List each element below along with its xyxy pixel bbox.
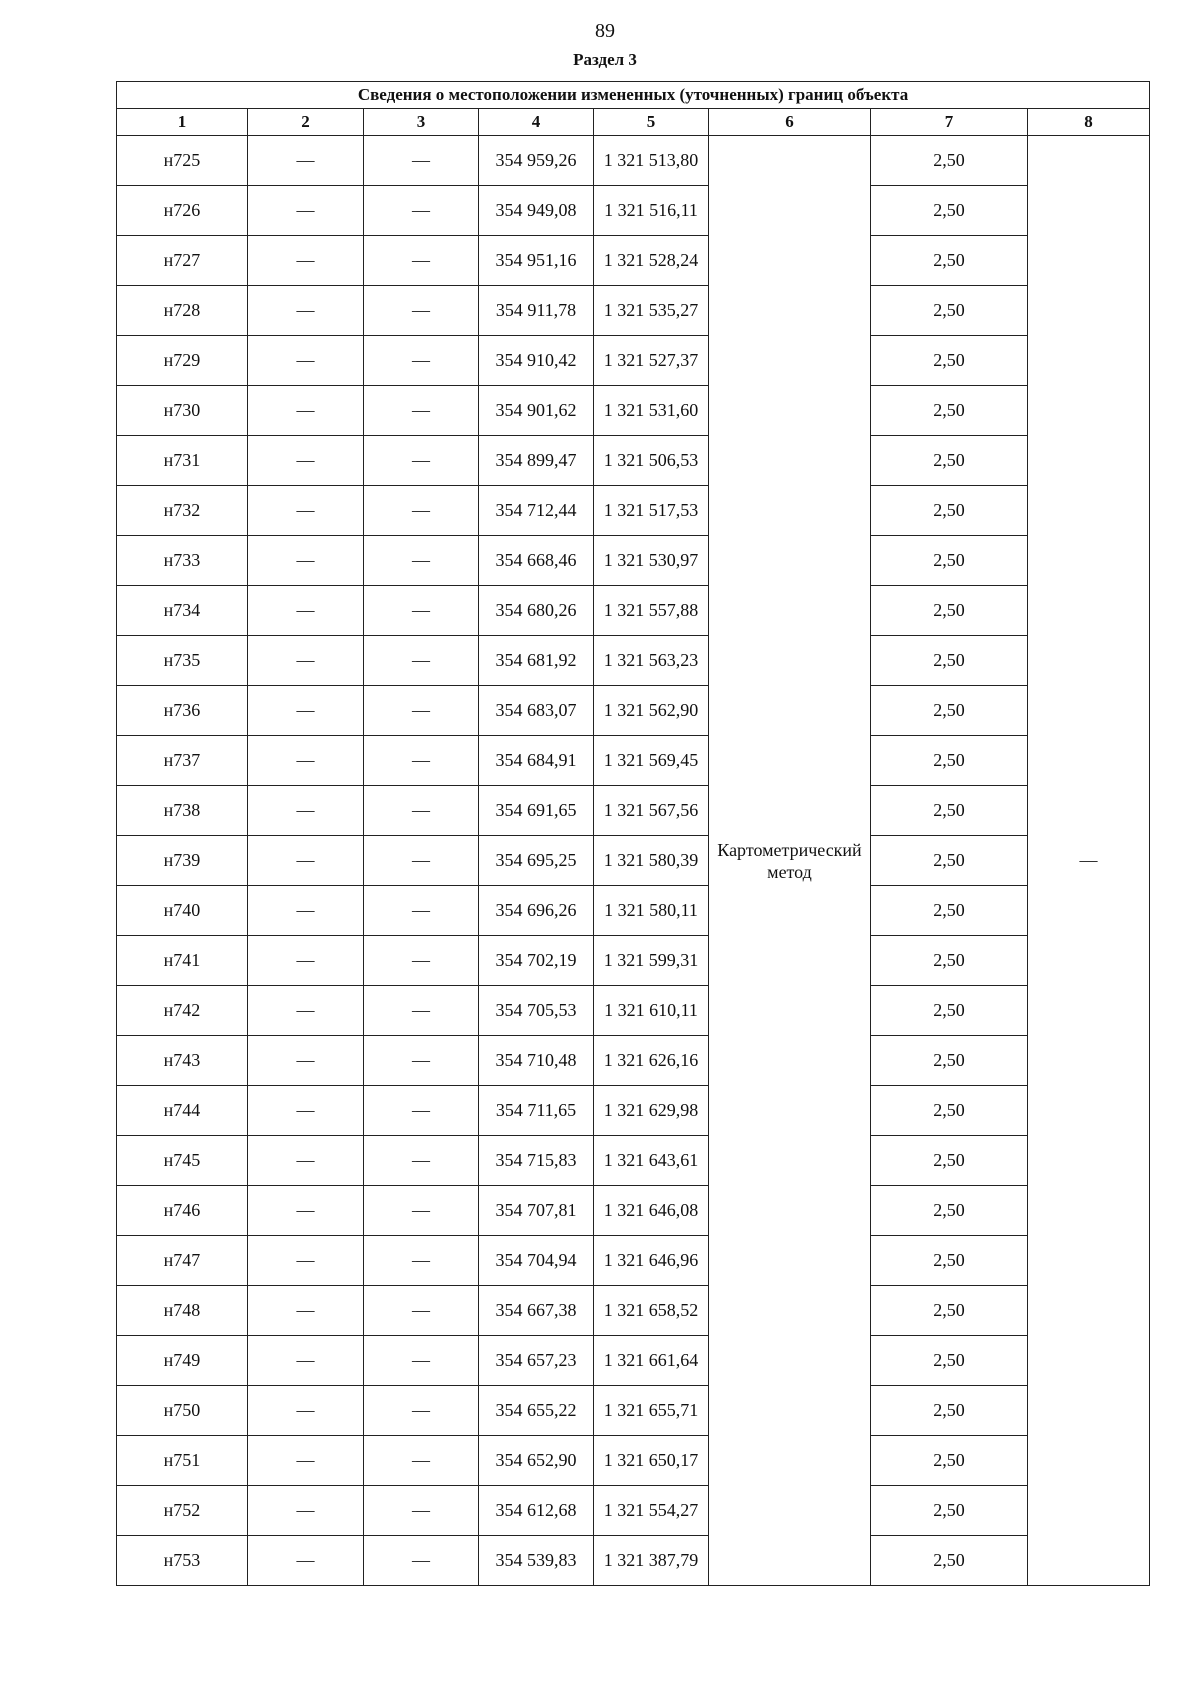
- accuracy-cell: 2,50: [871, 636, 1028, 686]
- point-name-cell: н726: [117, 186, 248, 236]
- accuracy-cell: 2,50: [871, 336, 1028, 386]
- accuracy-cell: 2,50: [871, 536, 1028, 586]
- x-coordinate-cell: 354 657,23: [479, 1336, 594, 1386]
- column-3-cell: —: [364, 1286, 479, 1336]
- y-coordinate-cell: 1 321 658,52: [594, 1286, 709, 1336]
- table-row: [117, 836, 1150, 886]
- accuracy-cell: 2,50: [871, 186, 1028, 236]
- point-name-cell: н747: [117, 1236, 248, 1286]
- point-name-cell: н732: [117, 486, 248, 536]
- x-coordinate-cell: 354 681,92: [479, 636, 594, 686]
- point-name-cell: н752: [117, 1486, 248, 1536]
- accuracy-cell: 2,50: [871, 1286, 1028, 1336]
- accuracy-cell: 2,50: [871, 936, 1028, 986]
- accuracy-cell: 2,50: [871, 1036, 1028, 1086]
- point-name-cell: н735: [117, 636, 248, 686]
- column-3-cell: —: [364, 136, 479, 186]
- column-3-cell: —: [364, 636, 479, 686]
- accuracy-cell: 2,50: [871, 786, 1028, 836]
- y-coordinate-cell: 1 321 530,97: [594, 536, 709, 586]
- column-3-cell: —: [364, 1236, 479, 1286]
- column-2-cell: —: [248, 386, 364, 436]
- accuracy-cell: 2,50: [871, 386, 1028, 436]
- x-coordinate-cell: 354 710,48: [479, 1036, 594, 1086]
- x-coordinate-cell: 354 704,94: [479, 1236, 594, 1286]
- y-coordinate-cell: 1 321 650,17: [594, 1436, 709, 1486]
- column-2-cell: —: [248, 1086, 364, 1136]
- y-coordinate-cell: 1 321 626,16: [594, 1036, 709, 1086]
- point-name-cell: н741: [117, 936, 248, 986]
- table-row: [117, 1036, 1150, 1086]
- column-3-cell: —: [364, 436, 479, 486]
- table-row: [117, 1536, 1150, 1586]
- column-number-header: 5: [594, 109, 709, 136]
- table-row: [117, 286, 1150, 336]
- point-name-cell: н738: [117, 786, 248, 836]
- y-coordinate-cell: 1 321 646,96: [594, 1236, 709, 1286]
- column-3-cell: —: [364, 1436, 479, 1486]
- column-number-header: 7: [871, 109, 1028, 136]
- x-coordinate-cell: 354 711,65: [479, 1086, 594, 1136]
- column-2-cell: —: [248, 136, 364, 186]
- point-name-cell: н750: [117, 1386, 248, 1436]
- column-number-header: 3: [364, 109, 479, 136]
- column-2-cell: —: [248, 486, 364, 536]
- column-2-cell: —: [248, 786, 364, 836]
- x-coordinate-cell: 354 899,47: [479, 436, 594, 486]
- point-name-cell: н729: [117, 336, 248, 386]
- x-coordinate-cell: 354 683,07: [479, 686, 594, 736]
- accuracy-cell: 2,50: [871, 836, 1028, 886]
- point-name-cell: н733: [117, 536, 248, 586]
- table-row: [117, 886, 1150, 936]
- x-coordinate-cell: 354 901,62: [479, 386, 594, 436]
- table-row: [117, 736, 1150, 786]
- table-row: [117, 986, 1150, 1036]
- accuracy-cell: 2,50: [871, 1386, 1028, 1436]
- point-name-cell: н736: [117, 686, 248, 736]
- accuracy-cell: 2,50: [871, 286, 1028, 336]
- y-coordinate-cell: 1 321 567,56: [594, 786, 709, 836]
- point-name-cell: н730: [117, 386, 248, 436]
- y-coordinate-cell: 1 321 580,39: [594, 836, 709, 886]
- point-name-cell: н740: [117, 886, 248, 936]
- point-name-cell: н728: [117, 286, 248, 336]
- column-number-header: 8: [1028, 109, 1150, 136]
- table-row: [117, 1236, 1150, 1286]
- column-8-cell: —: [1028, 136, 1150, 1586]
- column-3-cell: —: [364, 486, 479, 536]
- y-coordinate-cell: 1 321 554,27: [594, 1486, 709, 1536]
- point-name-cell: н739: [117, 836, 248, 886]
- column-3-cell: —: [364, 1336, 479, 1386]
- column-number-header: 4: [479, 109, 594, 136]
- column-2-cell: —: [248, 236, 364, 286]
- x-coordinate-cell: 354 655,22: [479, 1386, 594, 1436]
- accuracy-cell: 2,50: [871, 736, 1028, 786]
- y-coordinate-cell: 1 321 535,27: [594, 286, 709, 336]
- boundary-coordinates-table: [116, 81, 1150, 1586]
- x-coordinate-cell: 354 652,90: [479, 1436, 594, 1486]
- column-2-cell: —: [248, 1286, 364, 1336]
- column-2-cell: —: [248, 836, 364, 886]
- table-row: [117, 1436, 1150, 1486]
- method-cell: Картометрический метод: [709, 136, 871, 1586]
- column-2-cell: —: [248, 1186, 364, 1236]
- column-2-cell: —: [248, 986, 364, 1036]
- column-3-cell: —: [364, 336, 479, 386]
- y-coordinate-cell: 1 321 557,88: [594, 586, 709, 636]
- y-coordinate-cell: 1 321 610,11: [594, 986, 709, 1036]
- accuracy-cell: 2,50: [871, 1236, 1028, 1286]
- table-caption: Сведения о местоположении измененных (уточненных) границ объекта: [117, 82, 1150, 109]
- column-3-cell: —: [364, 686, 479, 736]
- accuracy-cell: 2,50: [871, 986, 1028, 1036]
- column-3-cell: —: [364, 786, 479, 836]
- accuracy-cell: 2,50: [871, 1436, 1028, 1486]
- x-coordinate-cell: 354 715,83: [479, 1136, 594, 1186]
- table-row: [117, 336, 1150, 386]
- y-coordinate-cell: 1 321 599,31: [594, 936, 709, 986]
- x-coordinate-cell: 354 696,26: [479, 886, 594, 936]
- accuracy-cell: 2,50: [871, 136, 1028, 186]
- column-2-cell: —: [248, 436, 364, 486]
- section-title: Раздел 3: [573, 50, 637, 69]
- column-2-cell: —: [248, 336, 364, 386]
- point-name-cell: н746: [117, 1186, 248, 1236]
- y-coordinate-cell: 1 321 387,79: [594, 1536, 709, 1586]
- x-coordinate-cell: 354 705,53: [479, 986, 594, 1036]
- column-3-cell: —: [364, 186, 479, 236]
- column-2-cell: —: [248, 1386, 364, 1436]
- column-2-cell: —: [248, 1036, 364, 1086]
- accuracy-cell: 2,50: [871, 1086, 1028, 1136]
- y-coordinate-cell: 1 321 528,24: [594, 236, 709, 286]
- accuracy-cell: 2,50: [871, 486, 1028, 536]
- table-row: [117, 1286, 1150, 1336]
- table-row: [117, 236, 1150, 286]
- y-coordinate-cell: 1 321 646,08: [594, 1186, 709, 1236]
- table-row: [117, 936, 1150, 986]
- x-coordinate-cell: 354 951,16: [479, 236, 594, 286]
- column-2-cell: —: [248, 1236, 364, 1286]
- point-name-cell: н731: [117, 436, 248, 486]
- column-3-cell: —: [364, 536, 479, 586]
- column-2-cell: —: [248, 1536, 364, 1586]
- accuracy-cell: 2,50: [871, 686, 1028, 736]
- x-coordinate-cell: 354 911,78: [479, 286, 594, 336]
- y-coordinate-cell: 1 321 527,37: [594, 336, 709, 386]
- point-name-cell: н742: [117, 986, 248, 1036]
- accuracy-cell: 2,50: [871, 1136, 1028, 1186]
- column-2-cell: —: [248, 1336, 364, 1386]
- x-coordinate-cell: 354 712,44: [479, 486, 594, 536]
- point-name-cell: н737: [117, 736, 248, 786]
- x-coordinate-cell: 354 667,38: [479, 1286, 594, 1336]
- y-coordinate-cell: 1 321 563,23: [594, 636, 709, 686]
- column-3-cell: —: [364, 1386, 479, 1436]
- point-name-cell: н734: [117, 586, 248, 636]
- column-3-cell: —: [364, 836, 479, 886]
- point-name-cell: н751: [117, 1436, 248, 1486]
- x-coordinate-cell: 354 910,42: [479, 336, 594, 386]
- x-coordinate-cell: 354 949,08: [479, 186, 594, 236]
- column-2-cell: —: [248, 936, 364, 986]
- x-coordinate-cell: 354 695,25: [479, 836, 594, 886]
- column-3-cell: —: [364, 986, 479, 1036]
- accuracy-cell: 2,50: [871, 1186, 1028, 1236]
- x-coordinate-cell: 354 680,26: [479, 586, 594, 636]
- x-coordinate-cell: 354 668,46: [479, 536, 594, 586]
- page-number: 89: [595, 20, 615, 42]
- column-3-cell: —: [364, 286, 479, 336]
- x-coordinate-cell: 354 702,19: [479, 936, 594, 986]
- column-2-cell: —: [248, 1486, 364, 1536]
- column-3-cell: —: [364, 236, 479, 286]
- table-row: [117, 686, 1150, 736]
- column-2-cell: —: [248, 1436, 364, 1486]
- table-row: [117, 1186, 1150, 1236]
- table-row: [117, 1086, 1150, 1136]
- column-3-cell: —: [364, 1536, 479, 1586]
- x-coordinate-cell: 354 684,91: [479, 736, 594, 786]
- accuracy-cell: 2,50: [871, 886, 1028, 936]
- accuracy-cell: 2,50: [871, 436, 1028, 486]
- column-3-cell: —: [364, 586, 479, 636]
- table-row: [117, 486, 1150, 536]
- column-2-cell: —: [248, 686, 364, 736]
- table-row: [117, 386, 1150, 436]
- point-name-cell: н743: [117, 1036, 248, 1086]
- column-2-cell: —: [248, 186, 364, 236]
- column-3-cell: —: [364, 736, 479, 786]
- accuracy-cell: 2,50: [871, 1536, 1028, 1586]
- y-coordinate-cell: 1 321 580,11: [594, 886, 709, 936]
- column-number-header: 1: [117, 109, 248, 136]
- column-3-cell: —: [364, 1086, 479, 1136]
- point-name-cell: н725: [117, 136, 248, 186]
- column-3-cell: —: [364, 1136, 479, 1186]
- column-number-header: 2: [248, 109, 364, 136]
- table-row: [117, 586, 1150, 636]
- point-name-cell: н749: [117, 1336, 248, 1386]
- y-coordinate-cell: 1 321 643,61: [594, 1136, 709, 1186]
- table-row: [117, 636, 1150, 686]
- y-coordinate-cell: 1 321 562,90: [594, 686, 709, 736]
- column-3-cell: —: [364, 1186, 479, 1236]
- table-row: [117, 136, 1150, 186]
- table-row: [117, 786, 1150, 836]
- column-3-cell: —: [364, 1036, 479, 1086]
- column-3-cell: —: [364, 886, 479, 936]
- y-coordinate-cell: 1 321 531,60: [594, 386, 709, 436]
- point-name-cell: н744: [117, 1086, 248, 1136]
- point-name-cell: н745: [117, 1136, 248, 1186]
- y-coordinate-cell: 1 321 661,64: [594, 1336, 709, 1386]
- column-3-cell: —: [364, 936, 479, 986]
- y-coordinate-cell: 1 321 513,80: [594, 136, 709, 186]
- column-2-cell: —: [248, 536, 364, 586]
- table-row: [117, 1336, 1150, 1386]
- y-coordinate-cell: 1 321 516,11: [594, 186, 709, 236]
- accuracy-cell: 2,50: [871, 1336, 1028, 1386]
- y-coordinate-cell: 1 321 569,45: [594, 736, 709, 786]
- point-name-cell: н727: [117, 236, 248, 286]
- accuracy-cell: 2,50: [871, 236, 1028, 286]
- table-row: [117, 1136, 1150, 1186]
- column-2-cell: —: [248, 586, 364, 636]
- table-row: [117, 436, 1150, 486]
- x-coordinate-cell: 354 959,26: [479, 136, 594, 186]
- column-2-cell: —: [248, 886, 364, 936]
- column-number-header: 6: [709, 109, 871, 136]
- x-coordinate-cell: 354 691,65: [479, 786, 594, 836]
- table-row: [117, 186, 1150, 236]
- table-row: [117, 536, 1150, 586]
- y-coordinate-cell: 1 321 655,71: [594, 1386, 709, 1436]
- column-2-cell: —: [248, 736, 364, 786]
- y-coordinate-cell: 1 321 629,98: [594, 1086, 709, 1136]
- point-name-cell: н753: [117, 1536, 248, 1586]
- table-row: [117, 1486, 1150, 1536]
- x-coordinate-cell: 354 707,81: [479, 1186, 594, 1236]
- table-row: [117, 1386, 1150, 1436]
- column-3-cell: —: [364, 386, 479, 436]
- accuracy-cell: 2,50: [871, 1486, 1028, 1536]
- point-name-cell: н748: [117, 1286, 248, 1336]
- column-2-cell: —: [248, 286, 364, 336]
- y-coordinate-cell: 1 321 517,53: [594, 486, 709, 536]
- accuracy-cell: 2,50: [871, 586, 1028, 636]
- column-2-cell: —: [248, 636, 364, 686]
- x-coordinate-cell: 354 539,83: [479, 1536, 594, 1586]
- y-coordinate-cell: 1 321 506,53: [594, 436, 709, 486]
- column-2-cell: —: [248, 1136, 364, 1186]
- column-3-cell: —: [364, 1486, 479, 1536]
- x-coordinate-cell: 354 612,68: [479, 1486, 594, 1536]
- table-body: [117, 136, 1150, 1586]
